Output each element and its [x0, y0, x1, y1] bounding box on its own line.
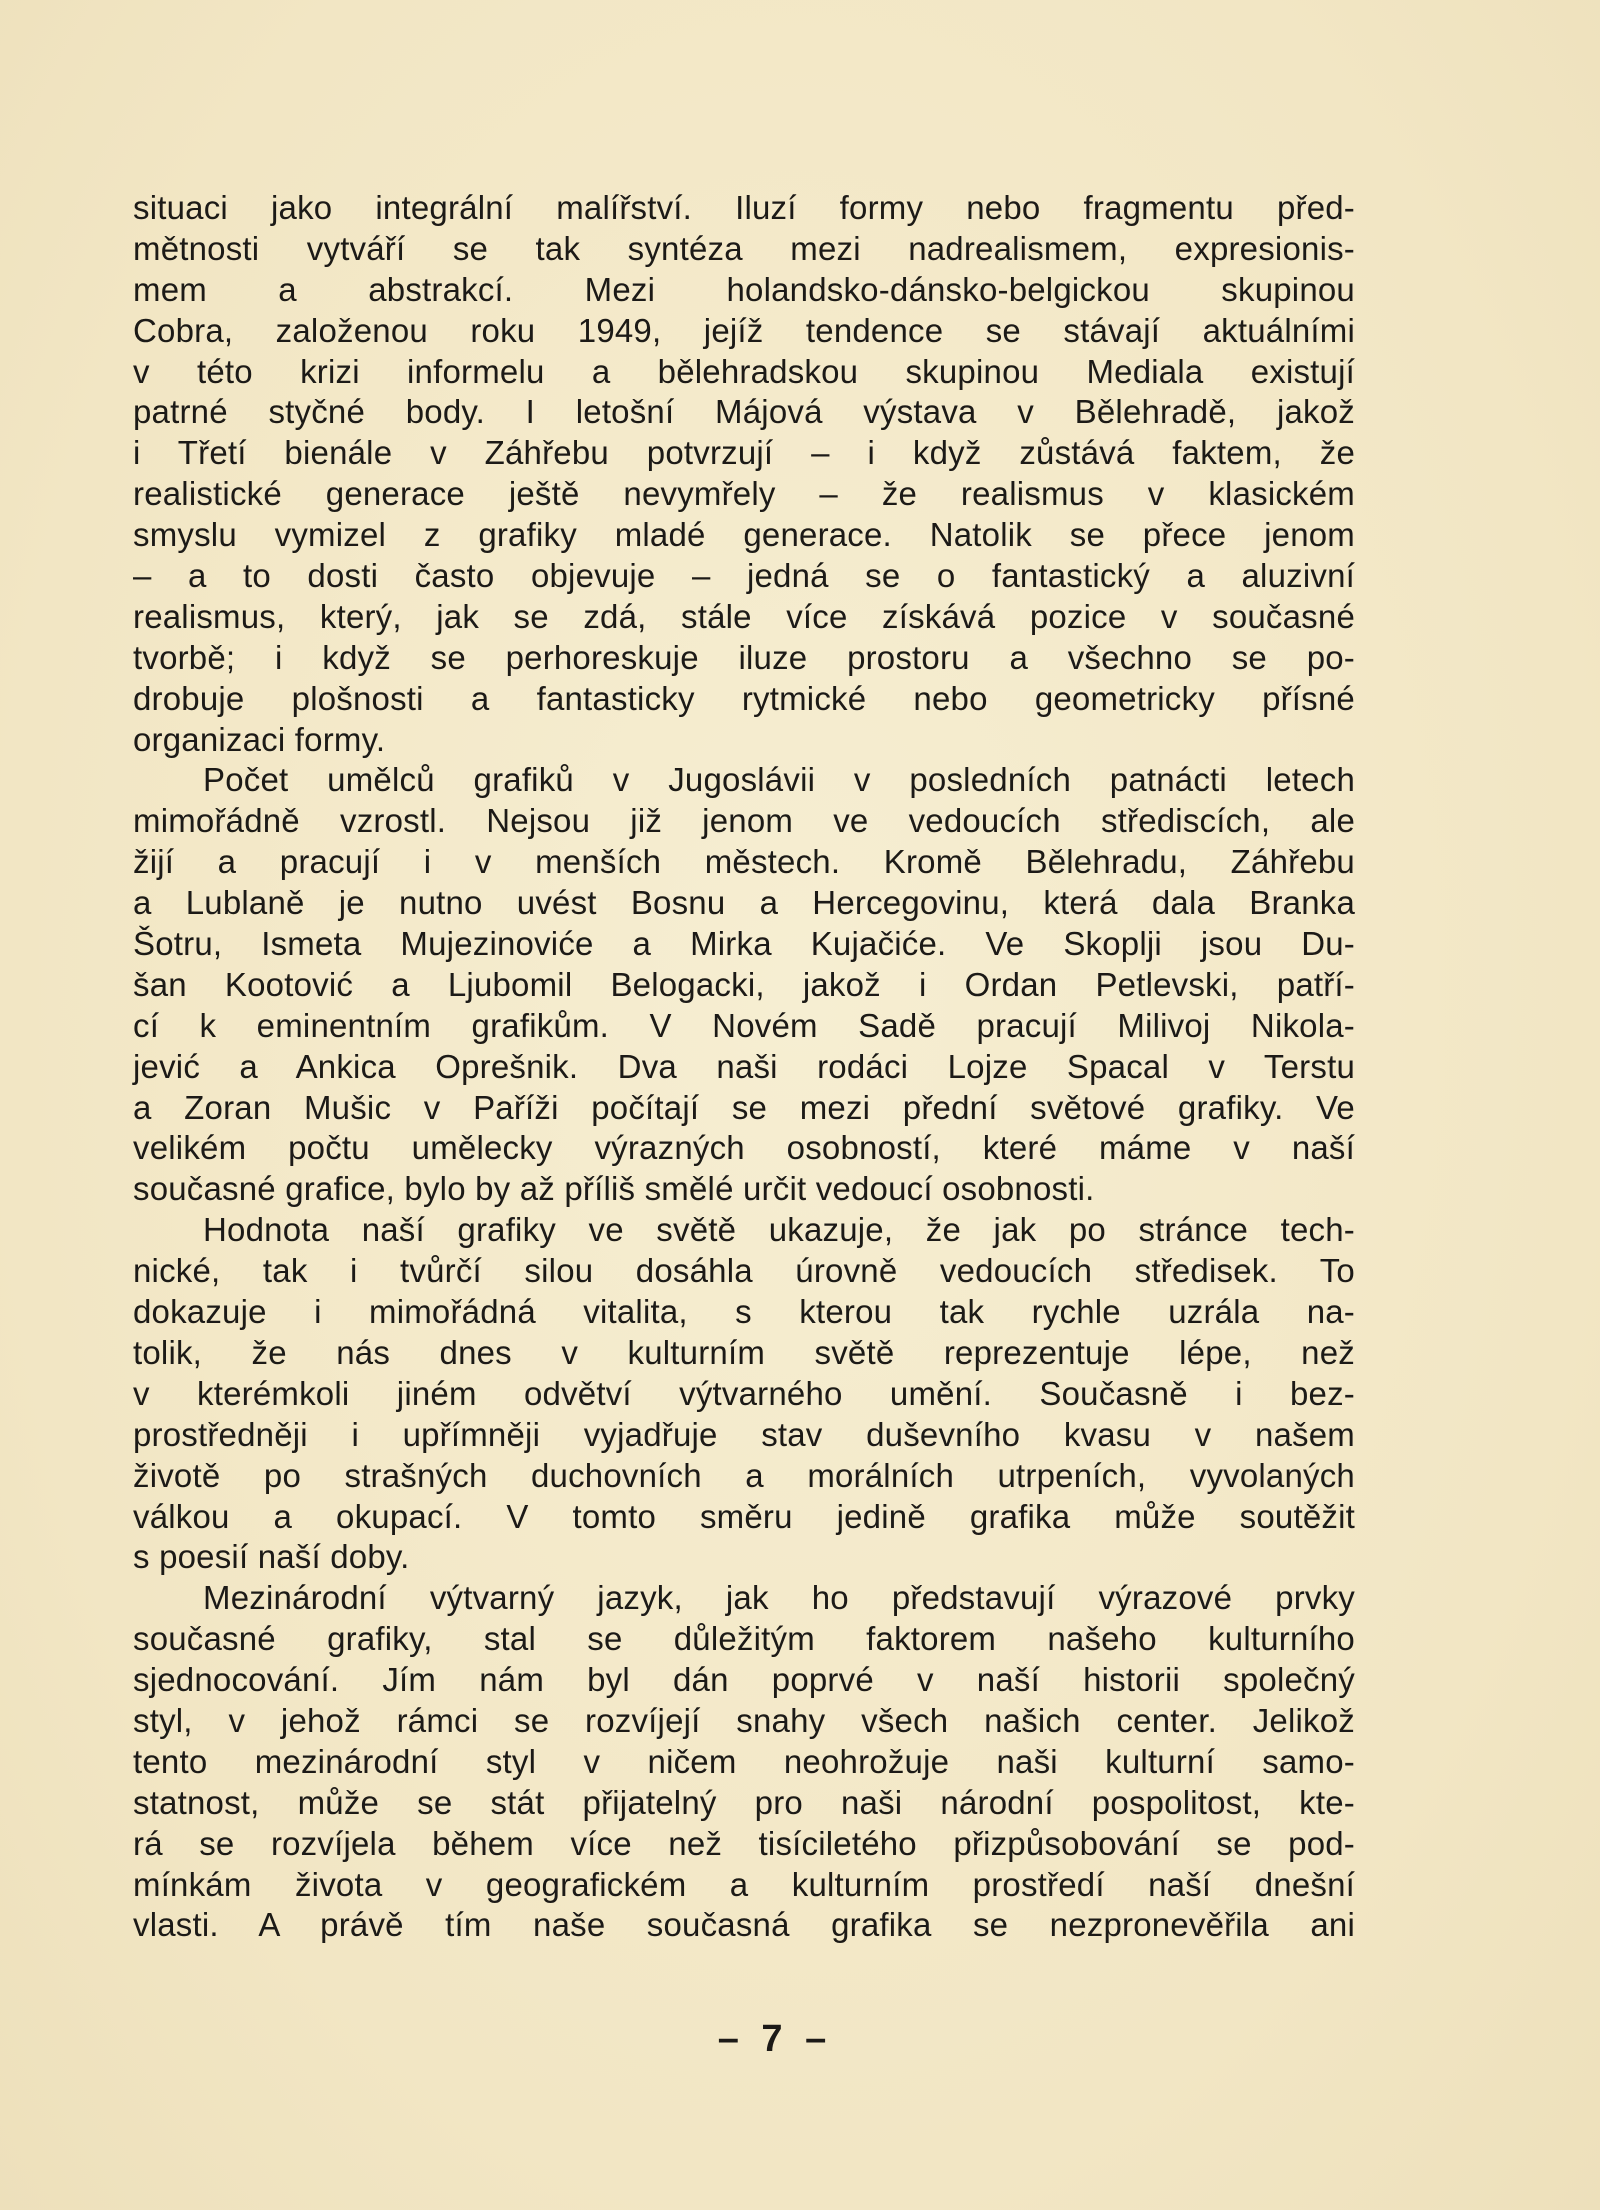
text-line: patrné styčné body. I letošní Májová výstava v Bělehradě, jakož — [133, 393, 1355, 431]
paragraph — [133, 1210, 1355, 1578]
text-line: a Lublaně je nutno uvést Bosnu a Hercegovinu, která dala Branka — [133, 884, 1355, 922]
text-line: drobuje plošnosti a fantasticky rytmické nebo geometricky přísné — [133, 679, 1355, 717]
text-line: Mezinárodní výtvarný jazyk, jak ho představují výrazové prvky — [203, 1579, 1355, 1617]
text-line: i Třetí bienále v Záhřebu potvrzují – i když zůstává faktem, že — [133, 434, 1355, 472]
text-line: – a to dosti často objevuje – jedná se o fantastický a aluzivní — [133, 557, 1355, 595]
text-line: tolik, že nás dnes v kulturním světě reprezentuje lépe, než — [133, 1333, 1355, 1371]
text-line: prostředněji i upřímněji vyjadřuje stav duševního kvasu v našem — [133, 1415, 1355, 1453]
text-line: styl, v jehož rámci se rozvíjejí snahy všech našich center. Jelikož — [133, 1701, 1355, 1739]
text-line: rá se rozvíjela během více než tisíciletého přizpůsobování se pod- — [133, 1824, 1355, 1862]
text-line: tvorbě; i když se perhoreskuje iluze prostoru a všechno se po- — [133, 638, 1355, 676]
text-line: mem a abstrakcí. Mezi holandsko-dánsko-belgickou skupinou — [133, 270, 1355, 308]
paragraph — [133, 188, 1355, 760]
text-line: jević a Ankica Oprešnik. Dva naši rodáci Lojze Spacal v Terstu — [133, 1047, 1355, 1085]
text-line: Cobra, založenou roku 1949, jejíž tendence se stávají aktuálními — [133, 311, 1355, 349]
text-line: válkou a okupací. V tomto směru jedině grafika může soutěžit — [133, 1497, 1355, 1535]
text-line: s poesií naší doby. — [133, 1538, 410, 1576]
paragraph — [133, 1578, 1355, 1946]
text-line: a Zoran Mušic v Paříži počítají se mezi přední světové grafiky. Ve — [133, 1088, 1355, 1126]
text-line: tento mezinárodní styl v ničem neohrožuje naši kulturní samo- — [133, 1742, 1355, 1780]
text-line: statnost, může se stát přijatelný pro naši národní pospolitost, kte- — [133, 1783, 1355, 1821]
text-line: organizaci formy. — [133, 720, 386, 758]
text-line: sjednocování. Jím nám byl dán poprvé v naší historii společný — [133, 1661, 1355, 1699]
text-line: v této krizi informelu a bělehradskou skupinou Mediala existují — [133, 352, 1355, 390]
text-line: v kterémkoli jiném odvětví výtvarného umění. Současně i bez- — [133, 1374, 1355, 1412]
text-line: současné grafice, bylo by až příliš smělé určit vedoucí osobnosti. — [133, 1170, 1095, 1208]
text-line: cí k eminentním grafikům. V Novém Sadě pracují Milivoj Nikola- — [133, 1006, 1355, 1044]
text-line: vlasti. A právě tím naše současná grafika se nezpronevěřila ani — [133, 1906, 1355, 1944]
text-line: mětnosti vytváří se tak syntéza mezi nadrealismem, expresionis- — [133, 229, 1355, 267]
page-number: – 7 – — [717, 2018, 833, 2060]
paragraph — [133, 760, 1355, 1210]
text-line: realistické generace ještě nevymřely – že realismus v klasickém — [133, 475, 1355, 513]
text-line: smyslu vymizel z grafiky mladé generace. Natolik se přece jenom — [133, 516, 1355, 554]
text-line: Hodnota naší grafiky ve světě ukazuje, že jak po stránce tech- — [203, 1211, 1355, 1249]
text-line: mínkám života v geografickém a kulturním prostředí naší dnešní — [133, 1865, 1355, 1903]
text-line: žijí a pracují i v menších městech. Kromě Bělehradu, Záhřebu — [133, 843, 1355, 881]
body-text — [133, 188, 1355, 1946]
text-line: velikém počtu umělecky výrazných osobností, které máme v naší — [133, 1129, 1355, 1167]
text-line: Šotru, Ismeta Mujezinoviće a Mirka Kujačiće. Ve Skoplji jsou Du- — [133, 925, 1355, 963]
text-line: Počet umělců grafiků v Jugoslávii v posledních patnácti letech — [203, 761, 1355, 799]
text-line: šan Kootović a Ljubomil Belogacki, jakož i Ordan Petlevski, patří- — [133, 965, 1355, 1003]
text-line: životě po strašných duchovních a morálních utrpeních, vyvolaných — [133, 1456, 1355, 1494]
text-line: nické, tak i tvůrčí silou dosáhla úrovně vedoucích středisek. To — [133, 1252, 1355, 1290]
text-line: mimořádně vzrostl. Nejsou již jenom ve vedoucích střediscích, ale — [133, 802, 1355, 840]
text-line: současné grafiky, stal se důležitým faktorem našeho kulturního — [133, 1620, 1355, 1658]
text-line: realismus, který, jak se zdá, stále více získává pozice v současné — [133, 597, 1355, 635]
text-line: situaci jako integrální malířství. Iluzí formy nebo fragmentu před- — [133, 189, 1355, 226]
text-line: dokazuje i mimořádná vitalita, s kterou tak rychle uzrála na- — [133, 1293, 1355, 1331]
